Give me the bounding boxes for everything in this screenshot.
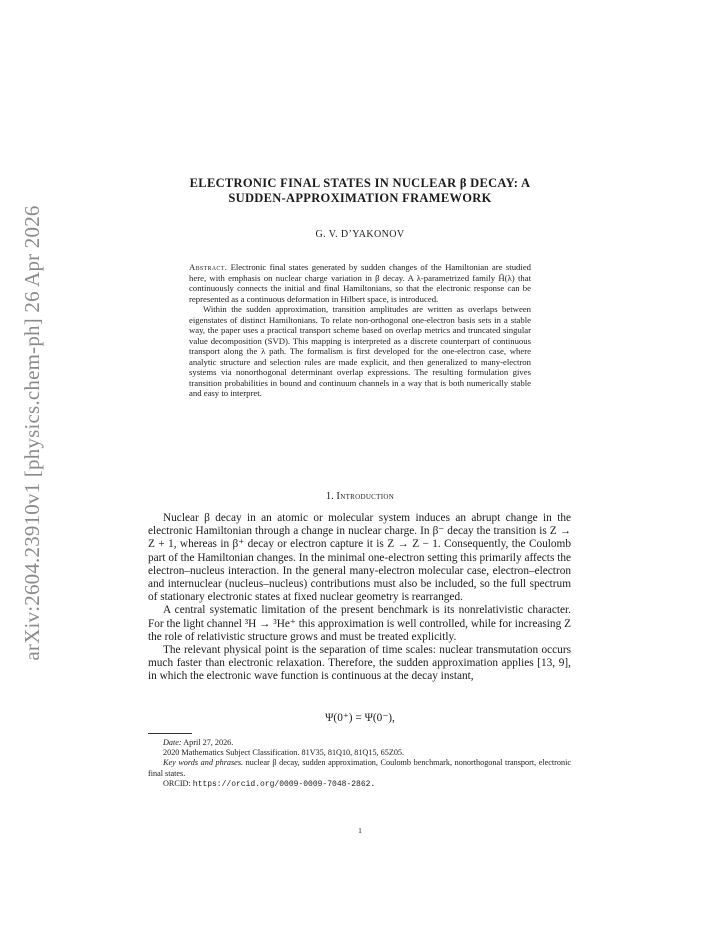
section-heading bbox=[200, 491, 520, 502]
msc-label: 2020 Mathematics Subject Classification. bbox=[163, 748, 300, 758]
abstract bbox=[189, 262, 531, 399]
title-line-2: SUDDEN-APPROXIMATION FRAMEWORK bbox=[228, 191, 492, 205]
footnote-keywords bbox=[148, 758, 571, 778]
paper-title bbox=[150, 176, 570, 206]
body-paragraph-1: Nuclear β decay in an atomic or molecular system induces an abrupt change in the electronic Hamiltonian through a change in nuclear charge. In β⁻ decay the transition is Z → Z + 1, whereas in β⁺ decay or electron capture it is Z → Z − 1. Consequently, the Coulomb part of the Hamiltonian changes. In the minimal one-electron setting this primarily affects the electron–nucleus interaction. In the general many-electron molecular case, electron–electron and internuclear (nucleus–nucleus) contributions must also be included, so the full spectrum of stationary electronic states at fixed nuclear geometry is rearranged. bbox=[148, 512, 571, 604]
body-text bbox=[148, 512, 571, 684]
orcid-link[interactable]: https://orcid.org/0009-0009-7048-2862. bbox=[192, 779, 376, 789]
orcid-label: ORCID: bbox=[163, 778, 191, 788]
abstract-paragraph-2: Within the sudden approximation, transition amplitudes are written as overlaps between eigenstates of distinct Hamiltonians. To relate non-orthogonal one-electron basis sets in a stable way, the paper uses a practical transport scheme based on overlap metrics and truncated singular value decomposition (SVD). This mapping is interpreted as a discrete counterpart of continuous transport along the λ path. The formalism is first developed for the one-electron case, where analytic structure and selection rules are made explicit, and then generalized to many-electron systems via nonorthogonal determinant overlap expressions. The resulting formulation gives transition probabilities in bound and continuum channels in a way that is both numerically stable and easy to interpret. bbox=[189, 304, 531, 398]
body-paragraph-2: A central systematic limitation of the present benchmark is its nonrelativistic character. For the light channel ³H → ³He⁺ this approximation is well controlled, while for increasing Z the role of relativistic structure grows and must be treated explicitly. bbox=[148, 604, 571, 643]
keywords-value: nuclear β decay, sudden approximation, Coulomb benchmark, nonorthogonal transport, electronic final states. bbox=[148, 758, 572, 778]
keywords-label: Key words and phrases. bbox=[163, 758, 244, 768]
arxiv-identifier: arXiv:2604.23910v1 [physics.chem-ph] 26 Apr 2026 bbox=[20, 205, 44, 661]
section-number: 1. bbox=[325, 491, 334, 502]
footnote-orcid bbox=[148, 779, 571, 790]
date-value: April 27, 2026. bbox=[183, 738, 234, 747]
equation-continuity: Ψ(0⁺) = Ψ(0⁻), bbox=[325, 712, 395, 724]
abstract-label: Abstract. bbox=[189, 262, 228, 272]
footnotes bbox=[148, 738, 571, 790]
abstract-text-1: Electronic final states generated by sudden changes of the Hamiltonian are studied here, with emphasis on nuclear charge variation in β decay. A λ-parametrized family Ĥ(λ) that continuously connects the initial and final Hamiltonians, so that the electronic response can be represented as a continuous deformation in Hilbert space, is introduced. bbox=[189, 262, 532, 304]
body-paragraph-3: The relevant physical point is the separation of time scales: nuclear transmutation occurs much faster than electronic relaxation. Therefore, the sudden approximation applies [13, 9], in which the electronic wave function is continuous at the decay instant, bbox=[148, 644, 571, 683]
author-name: G. V. D’YAKONOV bbox=[315, 229, 405, 240]
footnote-date bbox=[148, 738, 571, 748]
section-title: Introduction bbox=[336, 491, 395, 502]
title-line-1: ELECTRONIC FINAL STATES IN NUCLEAR β DECAY: A bbox=[189, 176, 531, 190]
page-number: 1 bbox=[358, 826, 362, 835]
footnote-msc bbox=[148, 748, 571, 758]
msc-value: 81V35, 81Q10, 81Q15, 65Z05. bbox=[301, 748, 405, 758]
footnote-rule bbox=[148, 733, 192, 734]
abstract-paragraph-1 bbox=[189, 262, 531, 304]
date-label: Date: bbox=[163, 738, 182, 747]
